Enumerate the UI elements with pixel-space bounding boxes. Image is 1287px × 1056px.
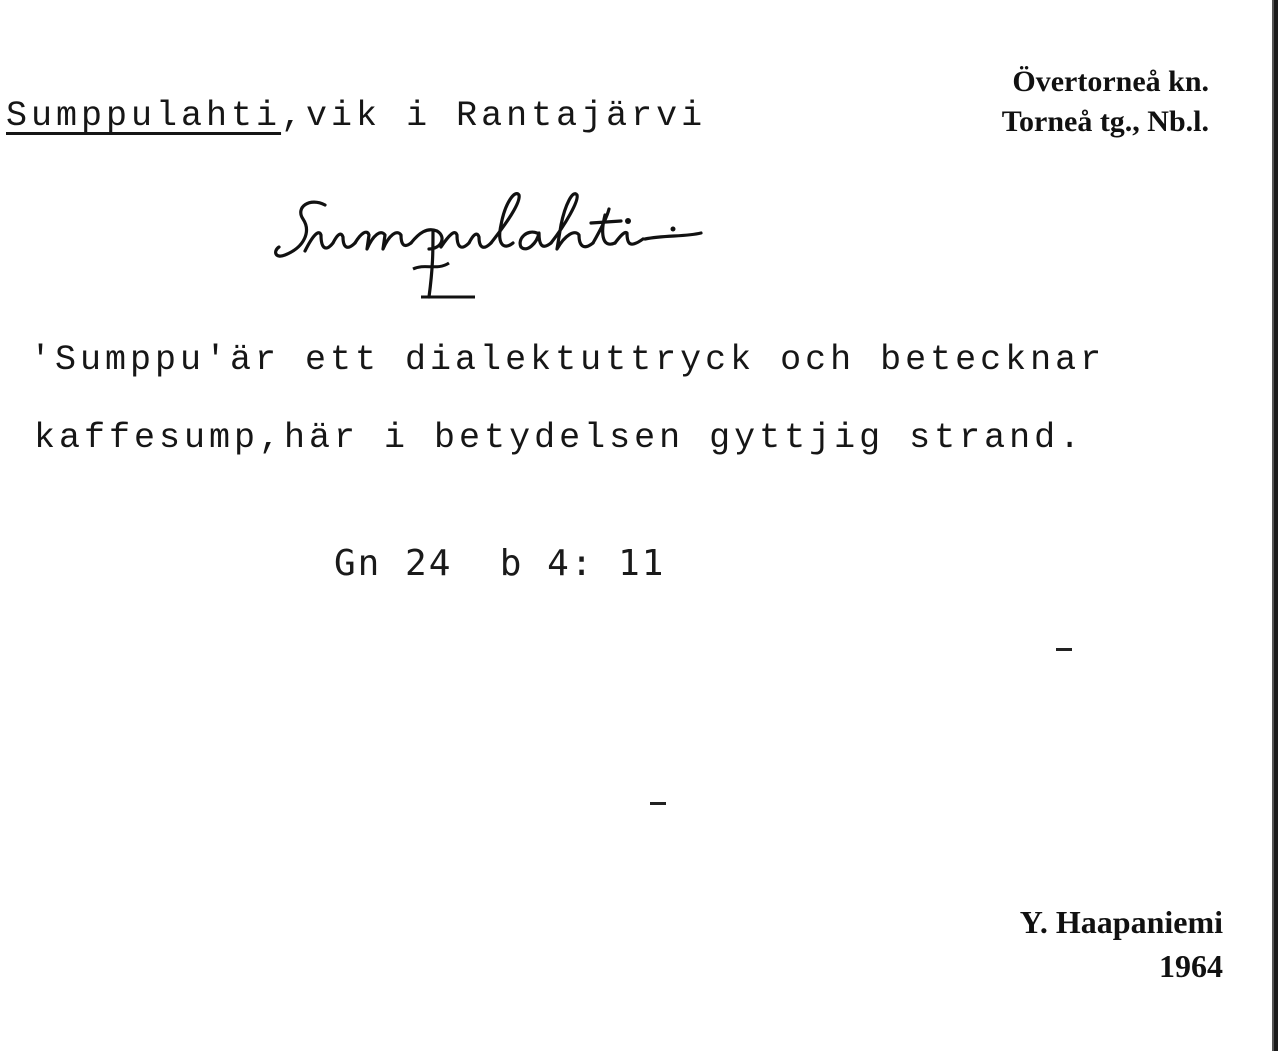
district-line: Torneå tg., Nb.l. xyxy=(1001,105,1209,138)
author-year: 1964 xyxy=(1159,948,1223,984)
author-name: Y. Haapaniemi xyxy=(1019,904,1223,940)
author-block xyxy=(1020,900,1223,988)
parish-line: Övertorneå kn. xyxy=(1012,65,1209,98)
card-edge xyxy=(1267,0,1287,1051)
archive-reference: Gn 24 b 4: 11 xyxy=(334,543,666,584)
ink-speck xyxy=(1056,648,1072,651)
place-name: Sumppulahti xyxy=(6,96,282,136)
ink-speck xyxy=(650,802,666,805)
description-line-1: 'Sumppu'är ett dialektuttryck och betecknar xyxy=(30,340,1106,380)
card-title xyxy=(6,96,706,136)
card-edge-line xyxy=(1267,0,1287,1051)
handwritten-name xyxy=(265,185,855,315)
description-line-2: kaffesump,här i betydelsen gyttjig strand. xyxy=(34,418,1085,458)
parish-stamp xyxy=(1002,62,1209,142)
place-description: ,vik i Rantajärvi xyxy=(281,96,707,136)
handwritten-name-drawing xyxy=(265,185,855,315)
